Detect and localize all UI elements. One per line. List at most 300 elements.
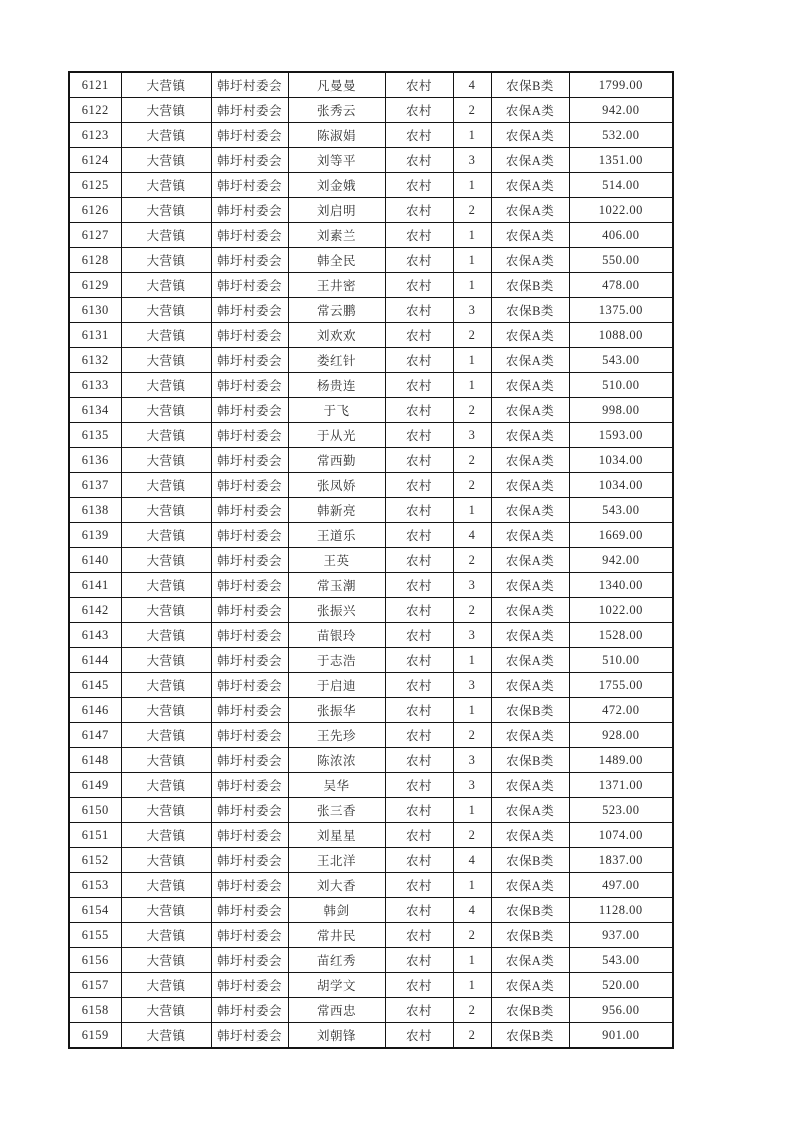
household-type-cell: 农村 (385, 148, 453, 173)
serial-number-cell: 6123 (69, 123, 121, 148)
village-committee-cell: 韩圩村委会 (211, 948, 288, 973)
village-committee-cell: 韩圩村委会 (211, 473, 288, 498)
table-row (69, 273, 673, 298)
insurance-category-cell: 农保A类 (491, 873, 569, 898)
village-committee-cell: 韩圩村委会 (211, 448, 288, 473)
household-type-cell: 农村 (385, 773, 453, 798)
household-type-cell: 农村 (385, 848, 453, 873)
household-type-cell: 农村 (385, 648, 453, 673)
village-committee-cell: 韩圩村委会 (211, 973, 288, 998)
amount-cell: 956.00 (569, 998, 673, 1023)
household-type-cell: 农村 (385, 573, 453, 598)
town-cell: 大营镇 (121, 723, 211, 748)
person-count-cell: 3 (453, 623, 491, 648)
table-row (69, 72, 673, 98)
village-committee-cell: 韩圩村委会 (211, 123, 288, 148)
town-cell: 大营镇 (121, 248, 211, 273)
table-row (69, 298, 673, 323)
village-committee-cell: 韩圩村委会 (211, 173, 288, 198)
serial-number-cell: 6137 (69, 473, 121, 498)
person-name-cell: 于启迪 (288, 673, 385, 698)
table-row (69, 973, 673, 998)
amount-cell: 543.00 (569, 498, 673, 523)
person-name-cell: 张振华 (288, 698, 385, 723)
insurance-category-cell: 农保A类 (491, 398, 569, 423)
person-count-cell: 2 (453, 198, 491, 223)
table-row (69, 398, 673, 423)
town-cell: 大营镇 (121, 323, 211, 348)
household-type-cell: 农村 (385, 72, 453, 98)
person-name-cell: 常玉潮 (288, 573, 385, 598)
town-cell: 大营镇 (121, 573, 211, 598)
serial-number-cell: 6145 (69, 673, 121, 698)
person-count-cell: 3 (453, 573, 491, 598)
town-cell: 大营镇 (121, 198, 211, 223)
insurance-category-cell: 农保A类 (491, 373, 569, 398)
insurance-category-cell: 农保B类 (491, 998, 569, 1023)
town-cell: 大营镇 (121, 348, 211, 373)
table-row (69, 823, 673, 848)
person-count-cell: 2 (453, 98, 491, 123)
table-row (69, 873, 673, 898)
town-cell: 大营镇 (121, 448, 211, 473)
amount-cell: 1755.00 (569, 673, 673, 698)
household-type-cell: 农村 (385, 448, 453, 473)
village-committee-cell: 韩圩村委会 (211, 273, 288, 298)
person-count-cell: 1 (453, 123, 491, 148)
serial-number-cell: 6138 (69, 498, 121, 523)
household-type-cell: 农村 (385, 198, 453, 223)
town-cell: 大营镇 (121, 223, 211, 248)
person-name-cell: 刘大香 (288, 873, 385, 898)
household-type-cell: 农村 (385, 398, 453, 423)
amount-cell: 1593.00 (569, 423, 673, 448)
town-cell: 大营镇 (121, 773, 211, 798)
amount-cell: 1340.00 (569, 573, 673, 598)
serial-number-cell: 6129 (69, 273, 121, 298)
person-count-cell: 2 (453, 598, 491, 623)
insurance-category-cell: 农保A类 (491, 973, 569, 998)
amount-cell: 1034.00 (569, 473, 673, 498)
table-row (69, 773, 673, 798)
person-name-cell: 韩全民 (288, 248, 385, 273)
serial-number-cell: 6146 (69, 698, 121, 723)
insurance-category-cell: 农保A类 (491, 323, 569, 348)
table-row (69, 323, 673, 348)
person-count-cell: 1 (453, 873, 491, 898)
village-committee-cell: 韩圩村委会 (211, 848, 288, 873)
person-name-cell: 刘素兰 (288, 223, 385, 248)
serial-number-cell: 6156 (69, 948, 121, 973)
town-cell: 大营镇 (121, 623, 211, 648)
table-row (69, 623, 673, 648)
town-cell: 大营镇 (121, 373, 211, 398)
town-cell: 大营镇 (121, 798, 211, 823)
household-type-cell: 农村 (385, 548, 453, 573)
person-name-cell: 王英 (288, 548, 385, 573)
village-committee-cell: 韩圩村委会 (211, 648, 288, 673)
village-committee-cell: 韩圩村委会 (211, 423, 288, 448)
serial-number-cell: 6139 (69, 523, 121, 548)
person-name-cell: 苗银玲 (288, 623, 385, 648)
table-row (69, 498, 673, 523)
village-committee-cell: 韩圩村委会 (211, 598, 288, 623)
serial-number-cell: 6144 (69, 648, 121, 673)
village-committee-cell: 韩圩村委会 (211, 223, 288, 248)
table-row (69, 848, 673, 873)
household-type-cell: 农村 (385, 623, 453, 648)
serial-number-cell: 6147 (69, 723, 121, 748)
table-row (69, 348, 673, 373)
person-name-cell: 杨贵连 (288, 373, 385, 398)
table-row (69, 998, 673, 1023)
person-name-cell: 常云鹏 (288, 298, 385, 323)
serial-number-cell: 6124 (69, 148, 121, 173)
person-count-cell: 4 (453, 72, 491, 98)
person-count-cell: 1 (453, 798, 491, 823)
amount-cell: 550.00 (569, 248, 673, 273)
village-committee-cell: 韩圩村委会 (211, 798, 288, 823)
person-name-cell: 陈浓浓 (288, 748, 385, 773)
person-name-cell: 常西忠 (288, 998, 385, 1023)
village-committee-cell: 韩圩村委会 (211, 72, 288, 98)
serial-number-cell: 6154 (69, 898, 121, 923)
table-row (69, 748, 673, 773)
subsidy-roster-table (68, 71, 674, 1049)
amount-cell: 523.00 (569, 798, 673, 823)
person-count-cell: 2 (453, 323, 491, 348)
table-row (69, 548, 673, 573)
amount-cell: 510.00 (569, 648, 673, 673)
town-cell: 大营镇 (121, 173, 211, 198)
amount-cell: 1528.00 (569, 623, 673, 648)
serial-number-cell: 6127 (69, 223, 121, 248)
serial-number-cell: 6151 (69, 823, 121, 848)
town-cell: 大营镇 (121, 398, 211, 423)
amount-cell: 942.00 (569, 98, 673, 123)
table-row (69, 923, 673, 948)
table-row (69, 173, 673, 198)
insurance-category-cell: 农保A类 (491, 423, 569, 448)
insurance-category-cell: 农保A类 (491, 248, 569, 273)
serial-number-cell: 6134 (69, 398, 121, 423)
amount-cell: 1022.00 (569, 598, 673, 623)
amount-cell: 928.00 (569, 723, 673, 748)
amount-cell: 1088.00 (569, 323, 673, 348)
village-committee-cell: 韩圩村委会 (211, 873, 288, 898)
household-type-cell: 农村 (385, 1023, 453, 1049)
table-row (69, 1023, 673, 1049)
household-type-cell: 农村 (385, 523, 453, 548)
person-count-cell: 1 (453, 648, 491, 673)
household-type-cell: 农村 (385, 123, 453, 148)
household-type-cell: 农村 (385, 973, 453, 998)
person-name-cell: 韩新亮 (288, 498, 385, 523)
person-count-cell: 1 (453, 348, 491, 373)
household-type-cell: 农村 (385, 698, 453, 723)
town-cell: 大营镇 (121, 598, 211, 623)
amount-cell: 497.00 (569, 873, 673, 898)
amount-cell: 478.00 (569, 273, 673, 298)
town-cell: 大营镇 (121, 423, 211, 448)
insurance-category-cell: 农保A类 (491, 948, 569, 973)
table-row (69, 448, 673, 473)
amount-cell: 1074.00 (569, 823, 673, 848)
town-cell: 大营镇 (121, 72, 211, 98)
insurance-category-cell: 农保B类 (491, 298, 569, 323)
amount-cell: 1371.00 (569, 773, 673, 798)
person-count-cell: 3 (453, 673, 491, 698)
amount-cell: 406.00 (569, 223, 673, 248)
person-count-cell: 1 (453, 948, 491, 973)
insurance-category-cell: 农保A类 (491, 523, 569, 548)
village-committee-cell: 韩圩村委会 (211, 523, 288, 548)
person-count-cell: 3 (453, 298, 491, 323)
table-row (69, 223, 673, 248)
town-cell: 大营镇 (121, 273, 211, 298)
person-count-cell: 1 (453, 173, 491, 198)
person-count-cell: 2 (453, 448, 491, 473)
serial-number-cell: 6159 (69, 1023, 121, 1049)
insurance-category-cell: 农保B类 (491, 1023, 569, 1049)
household-type-cell: 农村 (385, 223, 453, 248)
serial-number-cell: 6157 (69, 973, 121, 998)
town-cell: 大营镇 (121, 473, 211, 498)
amount-cell: 510.00 (569, 373, 673, 398)
person-name-cell: 刘金娥 (288, 173, 385, 198)
village-committee-cell: 韩圩村委会 (211, 748, 288, 773)
village-committee-cell: 韩圩村委会 (211, 373, 288, 398)
serial-number-cell: 6141 (69, 573, 121, 598)
serial-number-cell: 6131 (69, 323, 121, 348)
household-type-cell: 农村 (385, 823, 453, 848)
person-name-cell: 王井密 (288, 273, 385, 298)
table-row (69, 948, 673, 973)
serial-number-cell: 6136 (69, 448, 121, 473)
insurance-category-cell: 农保A类 (491, 798, 569, 823)
town-cell: 大营镇 (121, 823, 211, 848)
village-committee-cell: 韩圩村委会 (211, 298, 288, 323)
household-type-cell: 农村 (385, 248, 453, 273)
person-count-cell: 2 (453, 923, 491, 948)
household-type-cell: 农村 (385, 98, 453, 123)
serial-number-cell: 6135 (69, 423, 121, 448)
insurance-category-cell: 农保A类 (491, 348, 569, 373)
table-row (69, 198, 673, 223)
insurance-category-cell: 农保A类 (491, 498, 569, 523)
town-cell: 大营镇 (121, 548, 211, 573)
person-count-cell: 3 (453, 423, 491, 448)
insurance-category-cell: 农保B类 (491, 923, 569, 948)
table-row (69, 373, 673, 398)
person-name-cell: 王先珍 (288, 723, 385, 748)
amount-cell: 1034.00 (569, 448, 673, 473)
table-row (69, 723, 673, 748)
village-committee-cell: 韩圩村委会 (211, 148, 288, 173)
serial-number-cell: 6149 (69, 773, 121, 798)
serial-number-cell: 6140 (69, 548, 121, 573)
serial-number-cell: 6150 (69, 798, 121, 823)
person-name-cell: 张振兴 (288, 598, 385, 623)
village-committee-cell: 韩圩村委会 (211, 623, 288, 648)
town-cell: 大营镇 (121, 148, 211, 173)
town-cell: 大营镇 (121, 698, 211, 723)
person-name-cell: 张凤娇 (288, 473, 385, 498)
insurance-category-cell: 农保A类 (491, 223, 569, 248)
person-name-cell: 刘朝锋 (288, 1023, 385, 1049)
village-committee-cell: 韩圩村委会 (211, 898, 288, 923)
amount-cell: 1799.00 (569, 72, 673, 98)
town-cell: 大营镇 (121, 298, 211, 323)
person-count-cell: 1 (453, 273, 491, 298)
person-count-cell: 2 (453, 998, 491, 1023)
insurance-category-cell: 农保A类 (491, 823, 569, 848)
person-name-cell: 于从光 (288, 423, 385, 448)
insurance-category-cell: 农保B类 (491, 848, 569, 873)
household-type-cell: 农村 (385, 473, 453, 498)
town-cell: 大营镇 (121, 898, 211, 923)
serial-number-cell: 6130 (69, 298, 121, 323)
village-committee-cell: 韩圩村委会 (211, 348, 288, 373)
insurance-category-cell: 农保A类 (491, 773, 569, 798)
person-name-cell: 王道乐 (288, 523, 385, 548)
serial-number-cell: 6125 (69, 173, 121, 198)
household-type-cell: 农村 (385, 948, 453, 973)
person-name-cell: 刘等平 (288, 148, 385, 173)
serial-number-cell: 6126 (69, 198, 121, 223)
person-name-cell: 刘星星 (288, 823, 385, 848)
person-name-cell: 吴华 (288, 773, 385, 798)
table-row (69, 248, 673, 273)
household-type-cell: 农村 (385, 423, 453, 448)
person-name-cell: 王北洋 (288, 848, 385, 873)
insurance-category-cell: 农保A类 (491, 623, 569, 648)
amount-cell: 937.00 (569, 923, 673, 948)
table-row (69, 573, 673, 598)
person-name-cell: 陈淑娟 (288, 123, 385, 148)
household-type-cell: 农村 (385, 673, 453, 698)
village-committee-cell: 韩圩村委会 (211, 723, 288, 748)
person-name-cell: 刘启明 (288, 198, 385, 223)
insurance-category-cell: 农保B类 (491, 72, 569, 98)
amount-cell: 1489.00 (569, 748, 673, 773)
person-name-cell: 苗红秀 (288, 948, 385, 973)
serial-number-cell: 6143 (69, 623, 121, 648)
insurance-category-cell: 农保A类 (491, 198, 569, 223)
person-count-cell: 2 (453, 823, 491, 848)
amount-cell: 1375.00 (569, 298, 673, 323)
amount-cell: 1128.00 (569, 898, 673, 923)
person-name-cell: 常西勤 (288, 448, 385, 473)
town-cell: 大营镇 (121, 873, 211, 898)
serial-number-cell: 6133 (69, 373, 121, 398)
insurance-category-cell: 农保B类 (491, 898, 569, 923)
amount-cell: 942.00 (569, 548, 673, 573)
insurance-category-cell: 农保A类 (491, 648, 569, 673)
insurance-category-cell: 农保A类 (491, 448, 569, 473)
insurance-category-cell: 农保B类 (491, 748, 569, 773)
serial-number-cell: 6128 (69, 248, 121, 273)
village-committee-cell: 韩圩村委会 (211, 573, 288, 598)
serial-number-cell: 6122 (69, 98, 121, 123)
town-cell: 大营镇 (121, 648, 211, 673)
serial-number-cell: 6142 (69, 598, 121, 623)
table-row (69, 123, 673, 148)
person-count-cell: 4 (453, 898, 491, 923)
person-count-cell: 1 (453, 698, 491, 723)
table-body (69, 72, 673, 1048)
serial-number-cell: 6132 (69, 348, 121, 373)
person-count-cell: 3 (453, 773, 491, 798)
amount-cell: 520.00 (569, 973, 673, 998)
household-type-cell: 农村 (385, 348, 453, 373)
household-type-cell: 农村 (385, 173, 453, 198)
household-type-cell: 农村 (385, 323, 453, 348)
table-row (69, 148, 673, 173)
table-row (69, 523, 673, 548)
amount-cell: 1351.00 (569, 148, 673, 173)
household-type-cell: 农村 (385, 598, 453, 623)
person-count-cell: 3 (453, 748, 491, 773)
person-name-cell: 于志浩 (288, 648, 385, 673)
insurance-category-cell: 农保A类 (491, 173, 569, 198)
table-row (69, 648, 673, 673)
household-type-cell: 农村 (385, 873, 453, 898)
village-committee-cell: 韩圩村委会 (211, 923, 288, 948)
serial-number-cell: 6155 (69, 923, 121, 948)
town-cell: 大营镇 (121, 1023, 211, 1049)
household-type-cell: 农村 (385, 373, 453, 398)
village-committee-cell: 韩圩村委会 (211, 198, 288, 223)
town-cell: 大营镇 (121, 673, 211, 698)
person-count-cell: 2 (453, 548, 491, 573)
amount-cell: 543.00 (569, 948, 673, 973)
insurance-category-cell: 农保A类 (491, 673, 569, 698)
person-count-cell: 2 (453, 723, 491, 748)
household-type-cell: 农村 (385, 898, 453, 923)
town-cell: 大营镇 (121, 848, 211, 873)
person-name-cell: 凡曼曼 (288, 72, 385, 98)
household-type-cell: 农村 (385, 723, 453, 748)
insurance-category-cell: 农保B类 (491, 273, 569, 298)
amount-cell: 532.00 (569, 123, 673, 148)
person-count-cell: 4 (453, 523, 491, 548)
table-row (69, 598, 673, 623)
household-type-cell: 农村 (385, 998, 453, 1023)
serial-number-cell: 6152 (69, 848, 121, 873)
household-type-cell: 农村 (385, 498, 453, 523)
amount-cell: 514.00 (569, 173, 673, 198)
amount-cell: 1669.00 (569, 523, 673, 548)
table-row (69, 673, 673, 698)
village-committee-cell: 韩圩村委会 (211, 548, 288, 573)
person-count-cell: 1 (453, 498, 491, 523)
village-committee-cell: 韩圩村委会 (211, 498, 288, 523)
serial-number-cell: 6153 (69, 873, 121, 898)
household-type-cell: 农村 (385, 748, 453, 773)
person-count-cell: 1 (453, 973, 491, 998)
town-cell: 大营镇 (121, 123, 211, 148)
village-committee-cell: 韩圩村委会 (211, 398, 288, 423)
person-count-cell: 2 (453, 473, 491, 498)
person-name-cell: 刘欢欢 (288, 323, 385, 348)
town-cell: 大营镇 (121, 923, 211, 948)
table-row (69, 698, 673, 723)
person-count-cell: 1 (453, 248, 491, 273)
insurance-category-cell: 农保A类 (491, 548, 569, 573)
village-committee-cell: 韩圩村委会 (211, 1023, 288, 1049)
insurance-category-cell: 农保A类 (491, 723, 569, 748)
